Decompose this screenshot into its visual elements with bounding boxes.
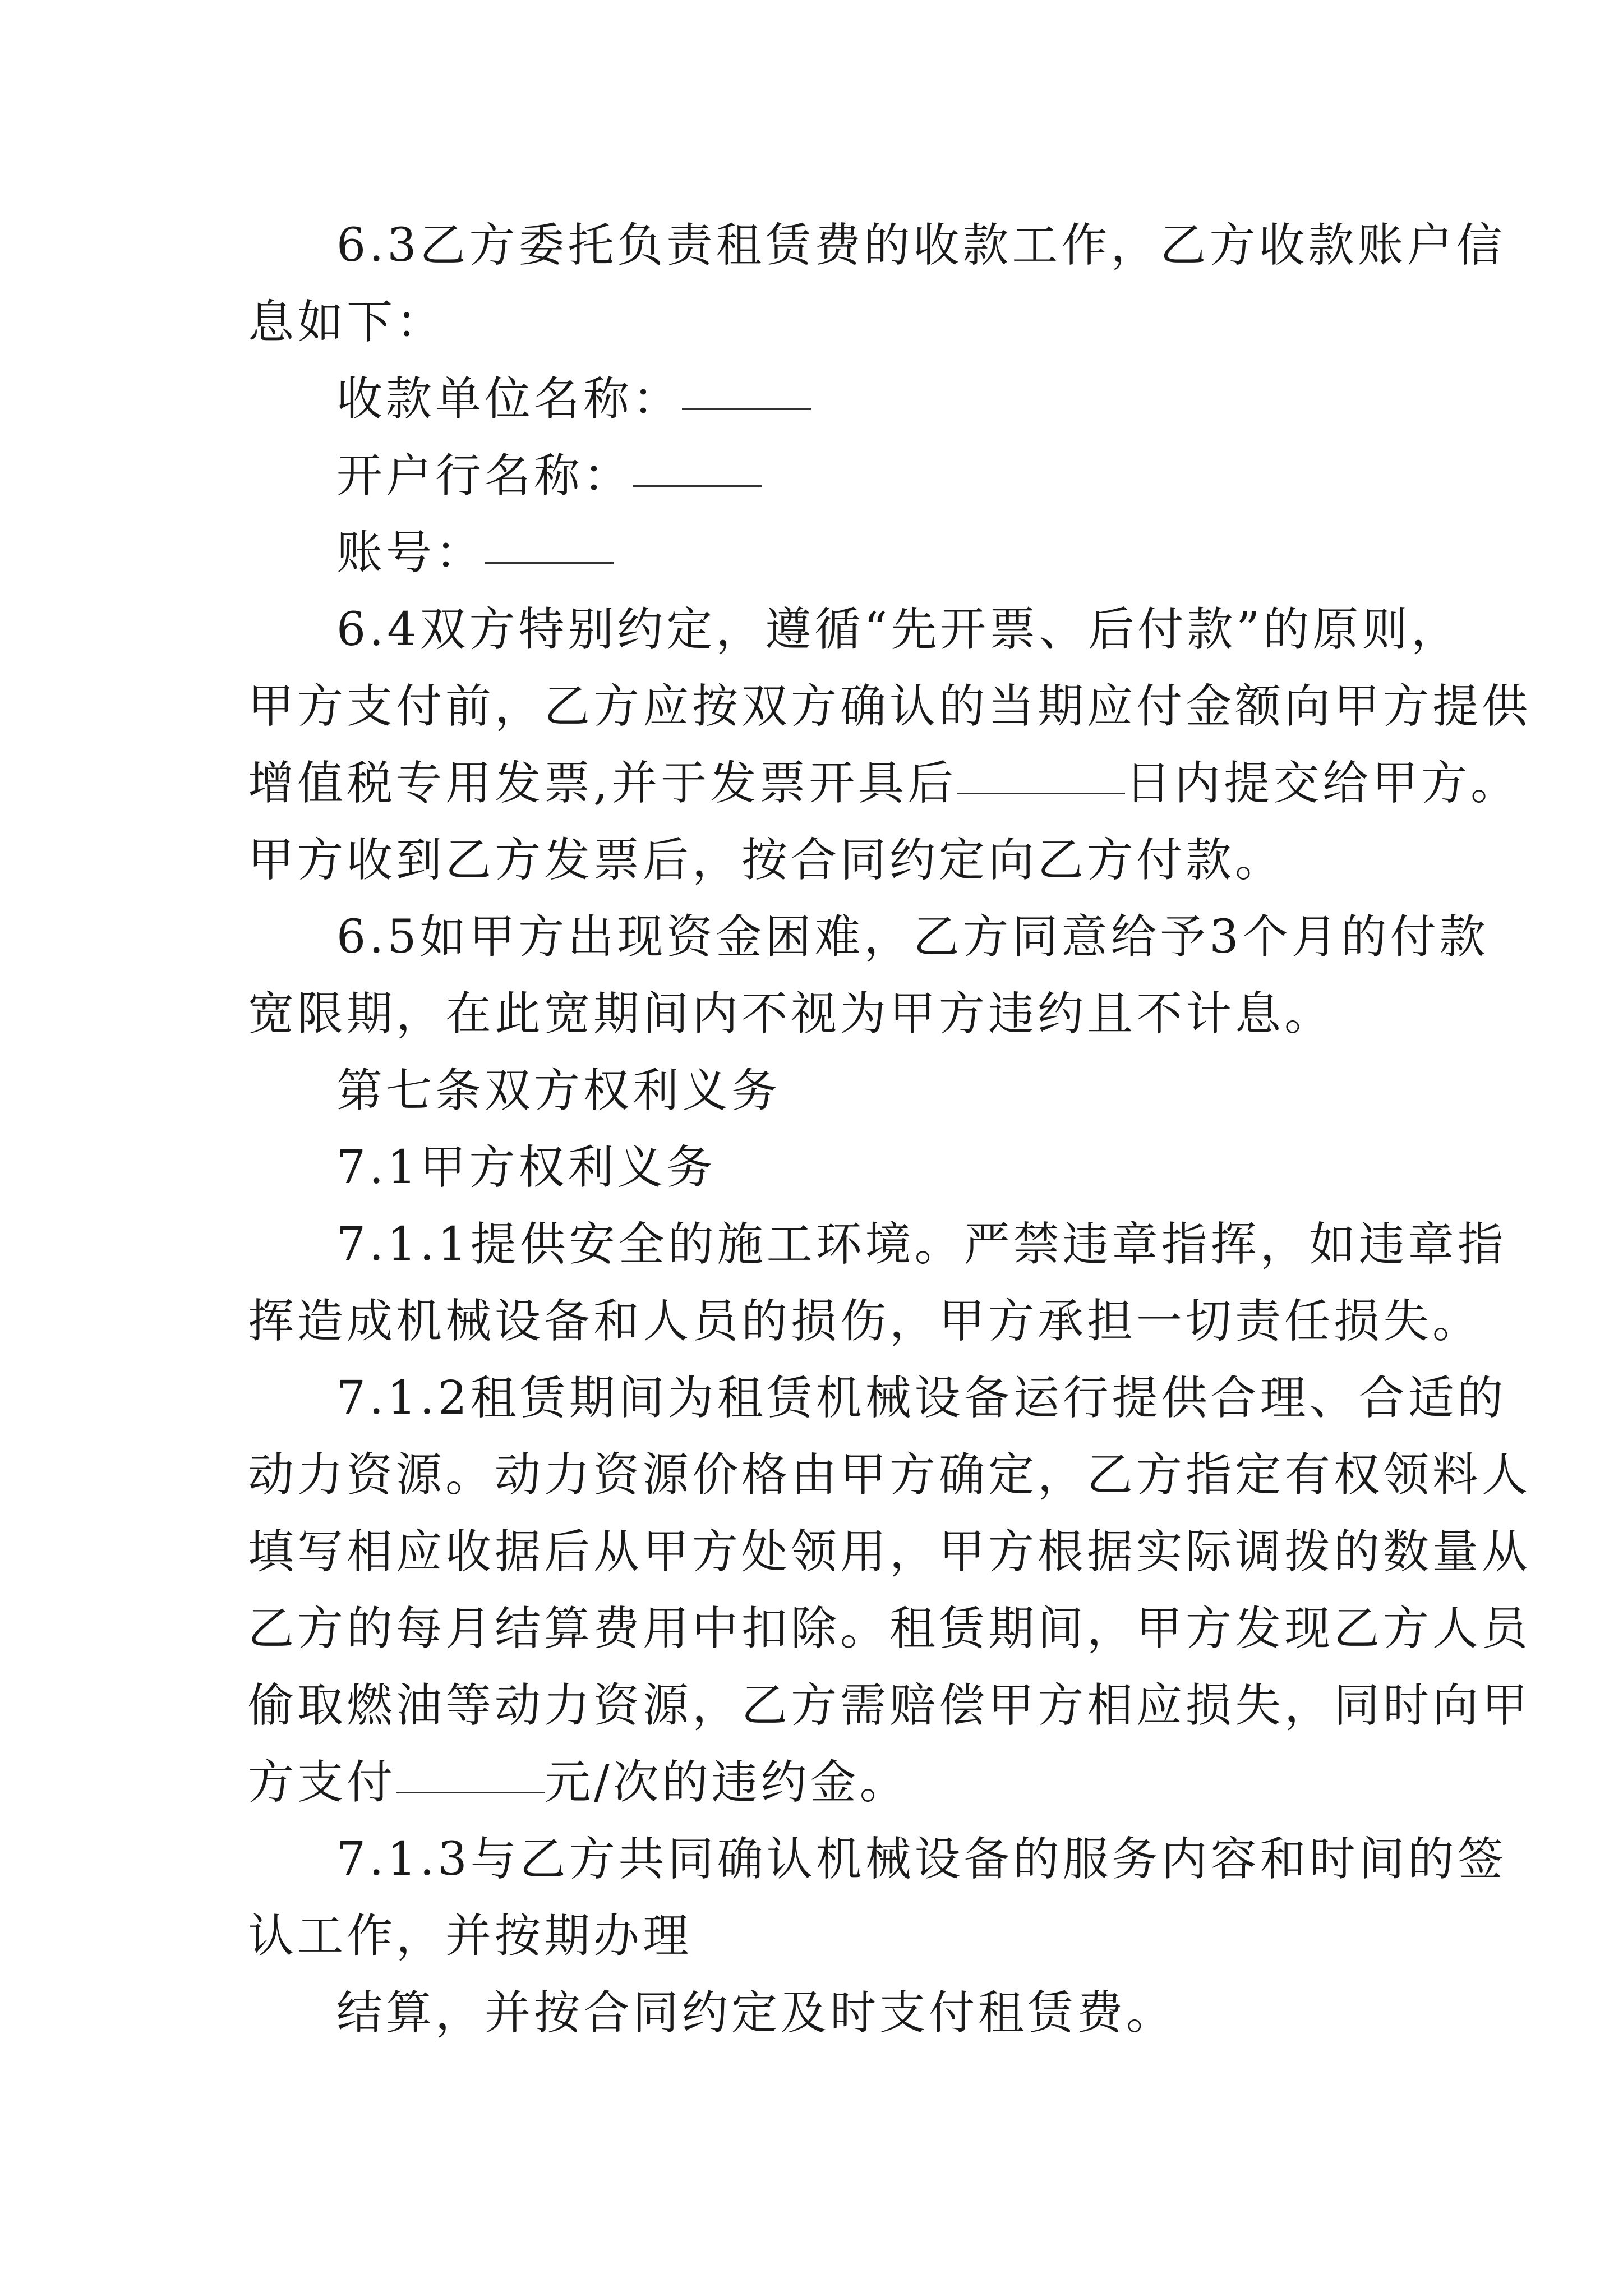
paragraph-7-1-2-line-1: 7.1.2租赁期间为租赁机械设备运行提供合理、合适的 [336,1372,1507,1425]
paragraph-6-3-line-2: 息如下： [248,296,446,349]
paragraph-6-5-line-1: 6.5如甲方出现资金困难，乙方同意给予3个月的付款 [336,910,1489,964]
paragraph-7-1-1-line-1: 7.1.1提供安全的施工环境。严禁违章指挥，如违章指 [336,1218,1507,1271]
paragraph-7-1-2-line-6: 方支付 元/次的违约金。 [248,1741,909,1825]
paragraph-6-4-line-3: 增值税专用发票,并于发票开具后 日内提交给甲方。 [248,742,1520,826]
paragraph-6-4-line-1: 6.4双方特别约定，遵循“先开票、后付款”的原则， [336,603,1461,656]
paragraph-7-1-3-line-2: 认工作，并按期办理 [248,1910,693,1963]
paragraph-6-4-line-2: 甲方支付前，乙方应按双方确认的当期应付金额向甲方提供 [248,680,1532,733]
section-7-1-heading: 7.1甲方权利义务 [336,1141,716,1194]
paragraph-7-1-2-line-3: 填写相应收据后从甲方处领用，甲方根据实际调拨的数量从 [248,1525,1532,1579]
paragraph-7-1-3-line-3: 结算，并按合同约定及时支付租赁费。 [336,1986,1176,2040]
account-number-blank [485,512,614,564]
bank-name-field: 开户行名称： [336,434,762,518]
paragraph-6-3-line-1: 6.3乙方委托负责租赁费的收款工作，乙方收款账户信 [336,219,1506,272]
bank-name-blank [633,435,762,487]
paragraph-7-1-1-line-2: 挥造成机械设备和人员的损伤，甲方承担一切责任损失。 [248,1295,1482,1348]
payee-name-field: 收款单位名称： [336,357,811,441]
penalty-amount-blank [396,1741,545,1793]
paragraph-7-1-2-line-2: 动力资源。动力资源价格由甲方确定，乙方指定有权领料人 [248,1448,1532,1502]
payee-name-blank [682,358,811,410]
paragraph-7-1-2-line-5: 偷取燃油等动力资源，乙方需赔偿甲方相应损失，同时向甲 [248,1679,1532,1732]
article-7-heading: 第七条双方权利义务 [336,1064,781,1117]
account-number-field: 账号： [336,511,614,595]
paragraph-7-1-2-line-4: 乙方的每月结算费用中扣除。租赁期间，甲方发现乙方人员 [248,1602,1532,1655]
invoice-days-blank [957,742,1125,794]
paragraph-7-1-3-line-1: 7.1.3与乙方共同确认机械设备的服务内容和时间的签 [336,1833,1507,1886]
paragraph-6-5-line-2: 宽限期，在此宽期间内不视为甲方违约且不计息。 [248,987,1334,1041]
paragraph-6-4-line-4: 甲方收到乙方发票后，按合同约定向乙方付款。 [248,834,1285,887]
